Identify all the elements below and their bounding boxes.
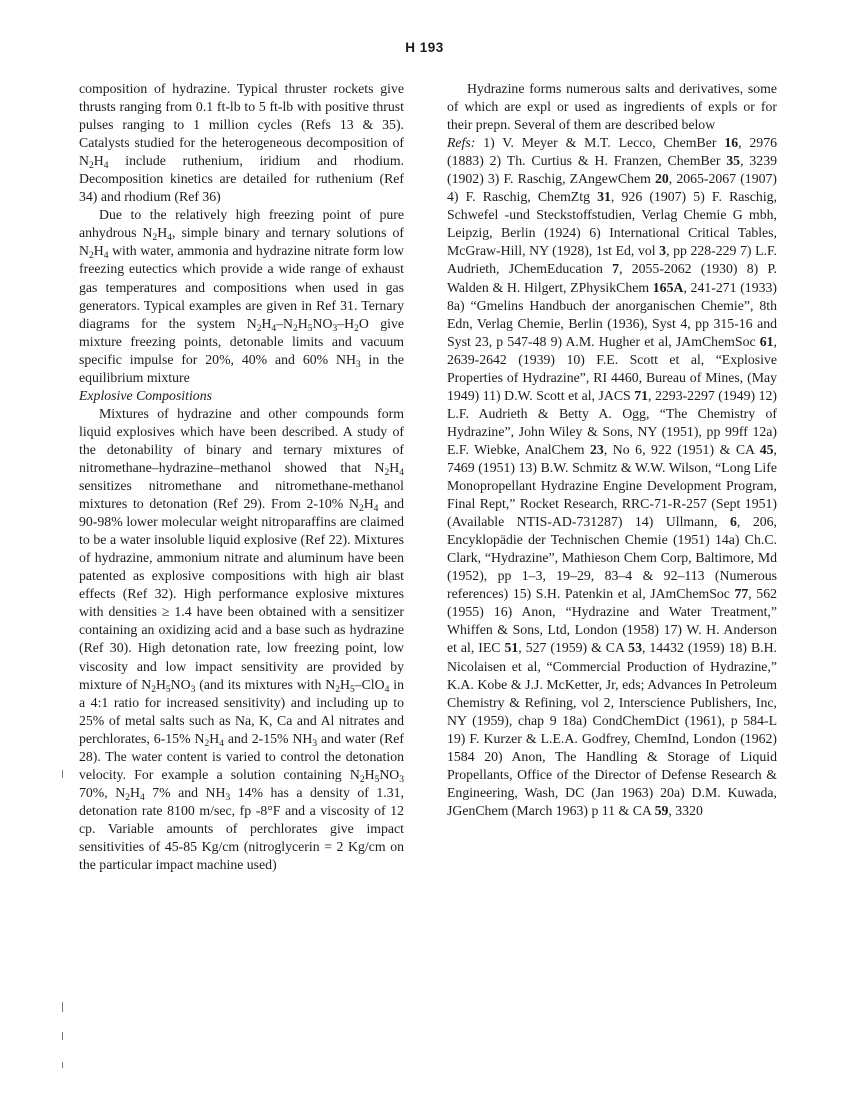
references: Refs: 1) V. Meyer & M.T. Lecco, ChemBer 16, 2976 (1883) 2) Th. Curtius & H. Franzen, ChemBer 35, 3239 (1902) 3) F. Raschig, ZAngewChem 20, 2065-2067 (1907) 4) F. Raschig, ChemZtg 31, 926 (1907) 5) F. Raschig, Schwefel -und Steckstoffstudien, Verlag Chemie G mbh, Leipzig, Berlin (1924) 6) International Critical Tables, McGraw-Hill, NY (1928), 1st Ed, vol 3, pp 228-229 7) L.F. Audrieth, JChemEducation 7, 2055-2062 (1930) 8) P. Walden & H. Hilgert, ZPhysikChem 165A, 241-271 (1933) 8a) “Gmelins Handbuch der anorganischen Chemie”, 8th Edn, Verlag Chemie, Berlin (1936), Syst 4, pp 315-16 and Syst 23, p 547-48 9) A.M. Hugher et al, JAmChemSoc 61, 2639-2642 (1939) 10) F.E. Scott et al, “Explosive Properties of Hydrazine”, RI 4460, Bureau of Mines, (May 1949) 11) D.W. Scott et al, JACS 71, 2293-2297 (1949) 12) L.F. Audrieth & Betty A. Ogg, “The Chemistry of Hydrazine”, John Wiley & Sons, NY (1951), pp 99ff 12a) E.F. Wiebke, AnalChem 23, No 6, 922 (1951) & CA 45, 7469 (1951) 13) B.W. Schmitz & W.W. Wilson, “Long Life Monopropellant Hydrazine Engine Development Program, Final Rept,” Rocket Research, RRC-71-R-257 (Sept 1951) (Available NTIS-AD-731287) 14) Ullmann, 6, 206, Encyklopädie der Technischen Chemie (1951) 14a) Ch.C. Clark, “Hydrazine”, Mathieson Chem Corp, Baltimore, Md (1952), pp 1–3, 19–29, 83–4 & 92–113 (Numerous references) 15) S.H. Patenkin et al, JAmChemSoc 77, 562 (1955) 16) Anon, “Hydrazine and Water Treatment,” Whiffen & Sons, Ltd, London (1958) 17) W. H. Anderson et al, IEC 51, 527 (1959) & CA 53, 14432 (1959) 18) B.H. Nicolaisen et al, “Commercial Production of Hydrazine,” K.A. Kobe & J.J. McKetter, Jr, eds; Advances In Petroleum Chemistry & Refining, vol 2, Interscience Publishers, Inc, NY (1959), chap 9 18a) CondChemDict (1961), p 584-L 19) F. Kurzer & L.E.A. Godfrey, ChemInd, London (1962) 1584 20) Anon, The Handling & Storage of Liquid Propellants, Office of the Director of Defense Research & Engineering, Wash, DC (Jan 1963) 20a) D.M. Kuwada, JGenChem (March 1963) p 11 & CA 59, 3320 [447,135,778,818]
paragraph-thrusters: composition of hydrazine. Typical thruster rockets give thrusts ranging from 0.1 ft-lb to 5 ft-lb with positive thrust pulses ranging to 1 million cycles (Refs 13 & 35). Catalysts studied for the heterogeneous decomposition of $N_2H_4$ include ruthenium, iridium and rhodium. Decomposition kinetics are detailed for ruthenium (Ref 34) and rhodium (Ref 36) [79,81,404,205]
paragraph-salts: Hydrazine forms numerous salts and derivatives, some of which are expl or used as ingredients of expls or for their prepn. Several of them are described below [447,81,777,133]
paragraph-explosive-compositions: Mixtures of hydrazine and other compounds form liquid explosives which have been described. A study of the detonability of binary and ternary mixtures of nitromethane–hydrazine–methanol showed that $N_2H_4$ sensitizes nitromethane and nitromethane-methanol mixtures to detonation (Ref 29). From 2-10% $N_2H_4$ and 90-98% lower molecular weight nitroparaffins are claimed to be a water insoluble liquid explosive (Ref 22). Mixtures of hydrazine, ammonium nitrate and aluminum have been patented as explosive compositions with high air blast effects (Ref 32). High performance explosive mixtures with densities ≥ 1.4 have been obtained with a sensitizer containing an oxidizing acid and a base such as hydrazine (Ref 30). High detonation rate, low freezing point, low viscosity and low impact sensitivity are provided by mixture of $N_2H_5NO_3$ (and its mixtures with $N_2H_5-ClO_4$ in a 4:1 ratio for increased sensitivity) and including up to 25% of metal salts such as Na, K, Ca and Al nitrates and perchlorates, 6-15% $N_2H_4$ and 2-15% $NH_3$ and water (Ref 28). The water content is varied to control the detonation velocity. For example a solution containing $N_2H_5NO_3$ 70%, $N_2H_4$ 7% and $NH_3$ 14% has a density of 1.31, detonation rate 8100 m/sec, fp -8°F and a viscosity of 12 cp. Variable amounts of perchlorates give impact sensitivities of 45-85 Kg/cm (nitroglycerin = 2 Kg/cm on the particular impact machine used) [79,405,404,873]
scan-mark [62,1062,63,1068]
scan-mark [62,1002,63,1012]
scan-mark [62,770,63,778]
paragraph-eutectics: Due to the relatively high freezing point of pure anhydrous $N_2H_4$, simple binary and ternary solutions of $N_2H_4$ with water, ammonia and hydrazine nitrate form low freezing eutectics which provide a wide range of exhaust gas temperatures and compositions when used in gas generators. Typical examples are given in Ref 31. Ternary diagrams for the system $N_2H_4-N_2H_5NO_3-H_2O$ give mixture freezing points, detonable limits and vacuum specific impulse for 20%, 40% and 60% $NH_3$ in the equilibrium mixture [79,207,404,385]
scan-mark [62,1032,63,1040]
right-column [447,80,777,820]
left-column [79,80,404,874]
refs-label: Refs: [447,135,476,151]
section-heading: Explosive Compositions [79,387,212,403]
margin-scan-marks [62,770,66,1090]
page-number: H 193 [405,40,444,55]
